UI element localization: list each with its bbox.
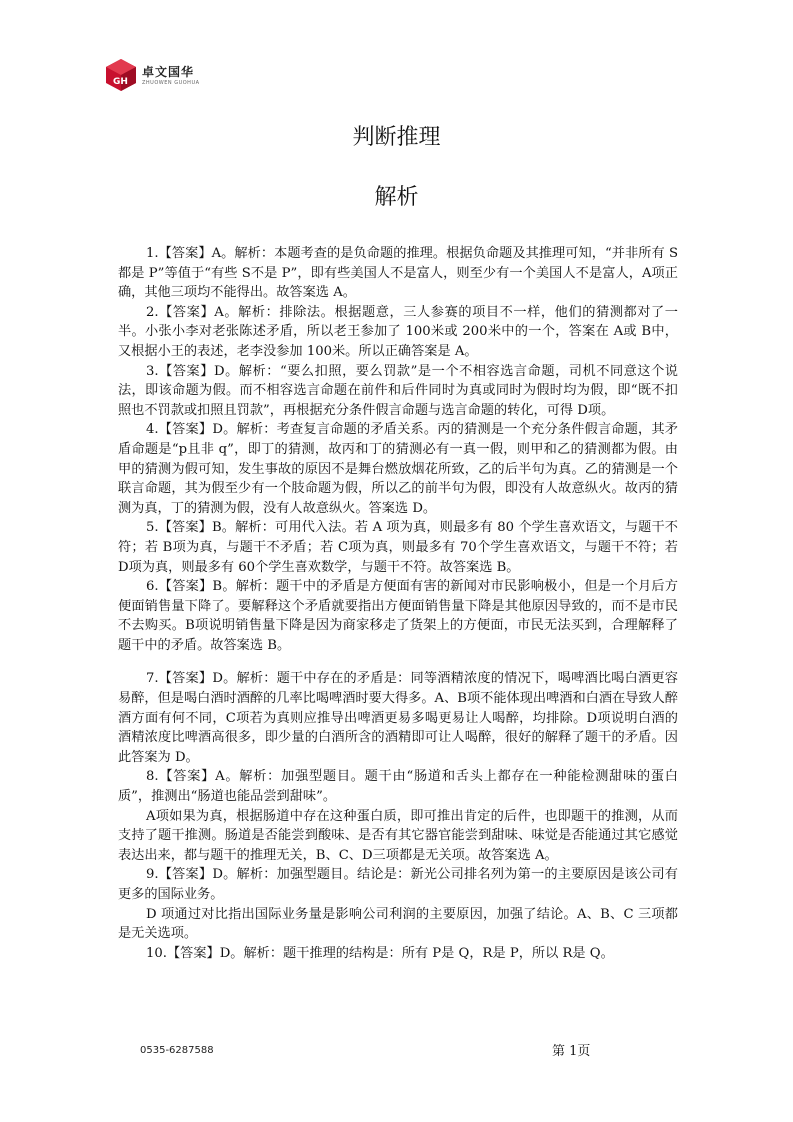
page-subtitle: 解析 — [374, 185, 419, 210]
answer-paragraph-1: 1.【答案】A。解析：本题考查的是负命题的推理。根据负命题及其推理可知，“并非所有 S 都是 P”等值于“有些 S不是 P”，即有些美国人不是富人，则至少有一个美国人不是富人，A项正确，其他三项均不能得出。故答案选 A。 — [118, 246, 678, 301]
logo-mark-text: GH — [113, 77, 128, 87]
page-title: 判断推理 — [352, 125, 441, 150]
answer-content — [118, 244, 678, 963]
answer-paragraph-5: 5.【答案】B。解析：可用代入法。若 A 项为真，则最多有 80 个学生喜欢语文，与题干不符；若 B项为真，与题干不矛盾；若 C项为真，则最多有 70个学生喜欢语文，与题干不符；若 D项为真，则最多有 60个学生喜欢数学，与题干不符。故答案选 B。 — [118, 520, 678, 575]
footer-phone: 0535-6287588 — [140, 1045, 214, 1056]
answer-paragraph-7: 7.【答案】D。解析：题干中存在的矛盾是：同等酒精浓度的情况下，喝啤酒比喝白酒更容易醉，但是喝白酒时酒醉的几率比喝啤酒时要大得多。A、B项不能体现出啤酒和白酒在导致人醉酒方面有何不同，C项若为真则应推导出啤酒更易多喝更易让人喝醉，均排除。D项说明白酒的酒精浓度比啤酒高很多，即少量的白酒所含的酒精即可让人喝醉，很好的解释了题干的矛盾。因此答案为 D。 — [118, 671, 678, 765]
company-logo — [105, 58, 225, 98]
logo-english-name: ZHUOWEN GUOHUA — [142, 80, 200, 86]
answer-paragraph-10: 10.【答案】D。解析：题干推理的结构是：所有 P是 Q，R是 P，所以 R是 Q。 — [146, 945, 614, 961]
logo-chinese-name: 卓文国华 — [142, 65, 195, 79]
answer-paragraph-2: 2.【答案】A。解析：排除法。根据题意，三人参赛的项目不一样，他们的猜测都对了一半。小张小李对老张陈述矛盾，所以老王参加了 100米或 200米中的一个，答案在 A或 B中，又根据小王的表述，老李没参加 100米。所以正确答案是 A。 — [118, 304, 678, 359]
answer-paragraph-4: 4.【答案】D。解析：考查复言命题的矛盾关系。丙的猜测是一个充分条件假言命题，其矛盾命题是“p且非 q”，即丁的猜测，故丙和丁的猜测必有一真一假，则甲和乙的猜测都为假。由甲的猜测为假可知，发生事故的原因不是舞台燃放烟花所致，乙的后半句为真。乙的猜测是一个联言命题，其为假至少有一个肢命题为假，所以乙的前半句为假，即没有人故意纵火。故丙的猜测为真，丁的猜测为假，没有人故意纵火。答案选 D。 — [118, 422, 678, 516]
answer-paragraph-9: 9.【答案】D。解析：加强型题目。结论是：新光公司排名列为第一的主要原因是该公司有更多的国际业务。 — [118, 867, 678, 902]
answer-paragraph-9-continued: D 项通过对比指出国际业务量是影响公司利润的主要原因，加强了结论。A、B、C 三项都是无关选项。 — [118, 906, 678, 942]
answer-paragraph-3: 3.【答案】D。解析：“要么扣照，要么罚款”是一个不相容选言命题，司机不同意这个说法，即该命题为假。而不相容选言命题在前件和后件同时为真或同时为假时均为假，即“既不扣照也不罚款或扣照且罚款”，再根据充分条件假言命题与选言命题的转化，可得 D项。 — [118, 363, 678, 418]
logo-cube-icon — [105, 58, 137, 92]
answer-paragraph-8-continued: A项如果为真，根据肠道中存在这种蛋白质，即可推出肯定的后件，也即题干的推测，从而支持了题干推测。肠道是否能尝到酸味、是否有其它器官能尝到甜味、味觉是否能通过其它感觉表达出来，都与题干的推理无关，B、C、D三项都是无关项。故答案选 A。 — [118, 808, 678, 863]
answer-paragraph-8: 8.【答案】A。解析：加强型题目。题干由“肠道和舌头上都存在一种能检测甜味的蛋白质”，推测出“肠道也能品尝到甜味”。 — [118, 769, 678, 805]
answer-paragraph-6: 6.【答案】B。解析：题干中的矛盾是方便面有害的新闻对市民影响极小，但是一个月后方便面销售量下降了。要解释这个矛盾就要指出方便面销售量下降是其他原因导致的，而不是市民不去购买。B项说明销售量下降是因为商家移走了货架上的方便面，市民无法买到，合理解释了题干中的矛盾。故答案选 B。 — [118, 579, 678, 653]
footer-page-number: 第 1页 — [552, 1044, 591, 1059]
